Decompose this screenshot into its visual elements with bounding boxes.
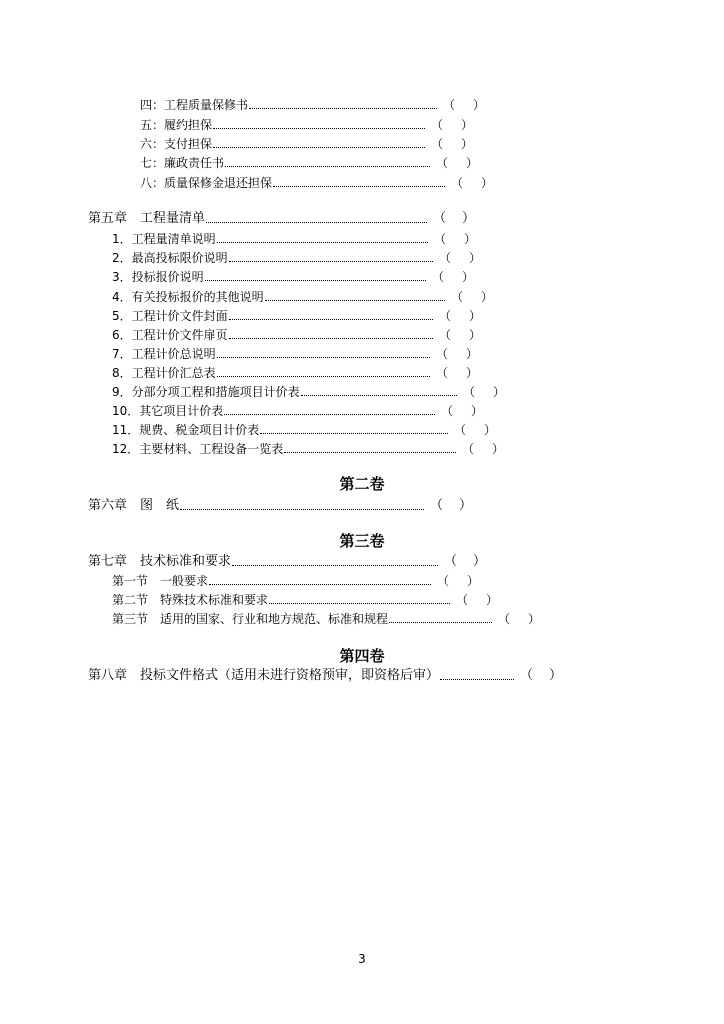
- toc-entry: [112, 399, 483, 418]
- page-ref: （ ）: [456, 593, 498, 607]
- dot-leader: [249, 107, 437, 109]
- dot-leader: [205, 279, 426, 281]
- toc-entry: [140, 93, 485, 112]
- dot-leader: [213, 127, 425, 129]
- toc-entry: [112, 569, 479, 588]
- dot-leader: [209, 583, 431, 585]
- toc-chapter-6: [88, 494, 472, 513]
- page-ref: （ ）: [436, 156, 478, 170]
- toc-entry-label: 11．规费、税金项目计价表: [112, 423, 260, 437]
- toc-entry-label: 第八章 投标文件格式（适用未进行资格预审，即资格后审）: [88, 668, 440, 683]
- page-ref: （ ）: [432, 270, 474, 284]
- page-number: 3: [358, 952, 366, 966]
- page-ref: （ ）: [498, 612, 540, 626]
- toc-entry: [112, 437, 504, 456]
- page-ref: （ ）: [439, 328, 481, 342]
- dot-leader: [229, 318, 433, 320]
- dot-leader: [229, 337, 433, 339]
- toc-entry-label: 八：质量保修金退还担保: [140, 176, 273, 190]
- dot-leader: [269, 602, 450, 604]
- toc-entry: [112, 227, 476, 246]
- toc-entry: [140, 151, 478, 170]
- page-ref: （ ）: [431, 118, 473, 132]
- dot-leader: [217, 356, 430, 358]
- volume-heading: 第三卷: [339, 532, 385, 550]
- page-ref: （ ）: [463, 385, 505, 399]
- page-ref: （ ）: [462, 442, 504, 456]
- toc-entry: [112, 380, 505, 399]
- page-ref: （ ）: [436, 366, 478, 380]
- page-ref: （ ）: [434, 232, 476, 246]
- page-ref: （ ）: [439, 251, 481, 265]
- toc-entry-label: 3．投标报价说明: [112, 270, 204, 284]
- dot-leader: [260, 432, 448, 434]
- page-ref: （ ）: [433, 211, 475, 226]
- toc-chapter-5: [88, 207, 475, 226]
- toc-entry: [140, 171, 493, 190]
- page-ref: （ ）: [451, 176, 493, 190]
- toc-entry-label: 第六章 图 纸: [88, 498, 180, 513]
- dot-leader: [224, 413, 435, 415]
- toc-entry-label: 7．工程计价总说明: [112, 347, 216, 361]
- dot-leader: [217, 375, 430, 377]
- dot-leader: [440, 678, 514, 680]
- page-ref: （ ）: [454, 423, 496, 437]
- toc-entry-label: 2．最高投标限价说明: [112, 251, 228, 265]
- page-ref: （ ）: [451, 290, 493, 304]
- toc-entry-label: 10．其它项目计价表: [112, 404, 224, 418]
- page-ref: （ ）: [431, 137, 473, 151]
- page-ref: （ ）: [439, 309, 481, 323]
- dot-leader: [180, 508, 424, 510]
- dot-leader: [301, 394, 457, 396]
- dot-leader: [225, 165, 430, 167]
- toc-entry-label: 四：工程质量保修书: [140, 98, 249, 112]
- toc-entry: [112, 607, 540, 626]
- page-ref: （ ）: [520, 668, 562, 683]
- page-ref: （ ）: [443, 98, 485, 112]
- dot-leader: [273, 185, 445, 187]
- toc-chapter-8: [88, 664, 562, 683]
- toc-chapter-7: [88, 550, 486, 569]
- toc-entry-label: 七：廉政责任书: [140, 156, 225, 170]
- page-ref: （ ）: [430, 498, 472, 513]
- volume-heading: 第二卷: [339, 475, 385, 493]
- toc-entry-label: 六：支付担保: [140, 137, 213, 151]
- toc-entry: [112, 361, 478, 380]
- dot-leader: [265, 299, 445, 301]
- toc-entry: [112, 342, 478, 361]
- toc-entry-label: 五：履约担保: [140, 118, 213, 132]
- page-ref: （ ）: [444, 554, 486, 569]
- toc-entry-label: 1．工程量清单说明: [112, 232, 216, 246]
- toc-entry: [140, 132, 473, 151]
- toc-entry: [140, 113, 473, 132]
- dot-leader: [217, 241, 428, 243]
- toc-entry-label: 12．主要材料、工程设备一览表: [112, 442, 284, 456]
- toc-entry: [112, 246, 481, 265]
- toc-entry-label: 5．工程计价文件封面: [112, 309, 228, 323]
- toc-entry-label: 第二节 特殊技术标准和要求: [112, 593, 269, 607]
- page-ref: （ ）: [437, 574, 479, 588]
- dot-leader: [206, 221, 427, 223]
- dot-leader: [232, 564, 438, 566]
- toc-entry-label: 8．工程计价汇总表: [112, 366, 216, 380]
- volume-heading: 第四卷: [339, 647, 385, 665]
- page-ref: （ ）: [436, 347, 478, 361]
- toc-entry: [112, 304, 481, 323]
- dot-leader: [229, 260, 433, 262]
- toc-entry-label: 6．工程计价文件扉页: [112, 328, 228, 342]
- toc-entry-label: 第一节 一般要求: [112, 574, 209, 588]
- toc-entry-label: 4．有关投标报价的其他说明: [112, 290, 264, 304]
- toc-entry-label: 9．分部分项工程和措施项目计价表: [112, 385, 300, 399]
- toc-entry: [112, 418, 496, 437]
- page-ref: （ ）: [441, 404, 483, 418]
- toc-entry-label: 第五章 工程量清单: [88, 211, 206, 226]
- toc-entry: [112, 265, 474, 284]
- toc-entry: [112, 588, 498, 607]
- dot-leader: [389, 621, 492, 623]
- dot-leader: [213, 146, 425, 148]
- toc-entry-label: 第三节 适用的国家、行业和地方规范、标准和规程: [112, 612, 389, 626]
- dot-leader: [284, 451, 456, 453]
- toc-entry: [112, 323, 481, 342]
- toc-entry: [112, 285, 493, 304]
- toc-entry-label: 第七章 技术标准和要求: [88, 554, 232, 569]
